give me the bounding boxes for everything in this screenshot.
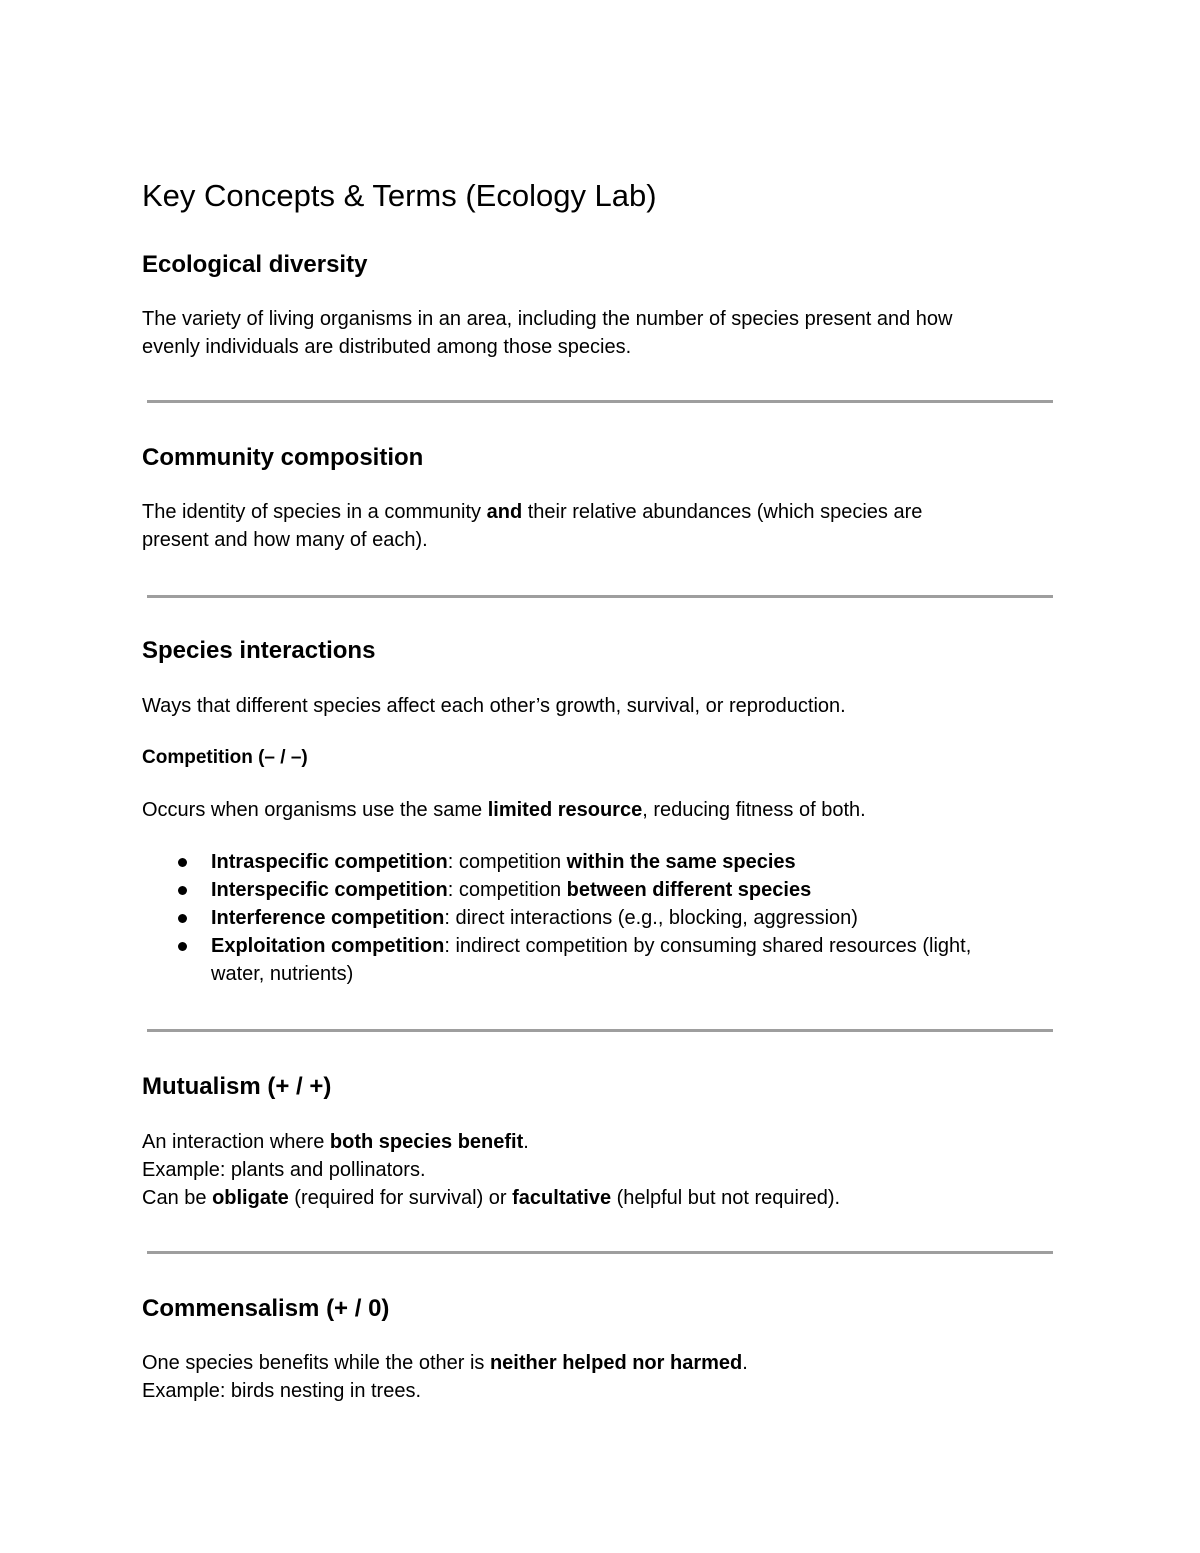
text-line: water, nutrients) <box>211 963 354 985</box>
heading-ecological-diversity: Ecological diversity <box>142 251 368 278</box>
section-divider <box>147 1029 1053 1032</box>
text-run: : competition <box>447 879 567 901</box>
heading-species-interactions: Species interactions <box>142 637 376 664</box>
text-run: : direct interactions (e.g., blocking, aggression) <box>444 907 858 929</box>
text-line <box>142 1349 1042 1377</box>
heading-community-composition: Community composition <box>142 444 424 471</box>
document-title: Key Concepts & Terms (Ecology Lab) <box>142 178 657 213</box>
section-divider <box>147 400 1053 403</box>
mutualism-definition <box>142 1128 1042 1212</box>
competition-types-list <box>142 848 1054 988</box>
heading-mutualism: Mutualism (+ / +) <box>142 1073 332 1100</box>
species-interactions-definition <box>142 692 1042 720</box>
term-text: Intraspecific competition <box>211 851 448 873</box>
text-line <box>142 1184 1042 1212</box>
term-text: Exploitation competition <box>211 935 445 957</box>
commensalism-definition <box>142 1349 1042 1405</box>
heading-competition: Competition (– / –) <box>142 747 308 768</box>
emphasis-text: and <box>486 501 523 523</box>
emphasis-text: between different species <box>566 879 812 901</box>
text-line: Example: birds nesting in trees. <box>142 1380 422 1402</box>
text-line <box>211 932 1054 960</box>
text-run: An interaction where <box>142 1131 330 1153</box>
text-line: The variety of living organisms in an area, including the number of species present and how <box>142 308 953 330</box>
list-item <box>142 904 1054 932</box>
text-run: . <box>523 1131 529 1153</box>
term-text: Interspecific competition <box>211 879 448 901</box>
emphasis-text: neither helped nor harmed <box>489 1352 743 1374</box>
text-line: Example: plants and pollinators. <box>142 1159 426 1181</box>
heading-commensalism: Commensalism (+ / 0) <box>142 1295 390 1322</box>
emphasis-text: within the same species <box>566 851 796 873</box>
list-item <box>142 848 1054 876</box>
text-line: Ways that different species affect each other’s growth, survival, or reproduction. <box>142 695 846 717</box>
text-line: evenly individuals are distributed among those species. <box>142 336 632 358</box>
text-run: Can be <box>142 1187 213 1209</box>
text-line: present and how many of each). <box>142 529 428 551</box>
section-divider <box>147 595 1053 598</box>
text-run: : indirect competition by consuming shared resources (light, <box>444 935 972 957</box>
text-run: One species benefits while the other is <box>142 1352 490 1374</box>
text-run: . <box>742 1352 748 1374</box>
text-run: The identity of species in a community <box>142 501 487 523</box>
text-line <box>142 1128 1042 1156</box>
ecological-diversity-definition <box>142 305 1042 361</box>
emphasis-text: limited resource <box>487 799 643 821</box>
emphasis-text: obligate <box>212 1187 289 1209</box>
text-run: (helpful but not required). <box>611 1187 841 1209</box>
text-line <box>142 796 1042 824</box>
bullet-icon <box>178 914 187 923</box>
text-run: (required for survival) or <box>288 1187 513 1209</box>
text-run: their relative abundances (which species are <box>522 501 923 523</box>
section-divider <box>147 1251 1053 1254</box>
emphasis-text: both species benefit <box>329 1131 524 1153</box>
bullet-icon <box>178 942 187 951</box>
text-run: , reducing fitness of both. <box>642 799 866 821</box>
competition-definition <box>142 796 1042 824</box>
text-run: : competition <box>447 851 567 873</box>
text-line <box>142 498 1042 526</box>
text-run: Occurs when organisms use the same <box>142 799 488 821</box>
community-composition-definition <box>142 498 1042 554</box>
bullet-icon <box>178 886 187 895</box>
emphasis-text: facultative <box>512 1187 612 1209</box>
list-item <box>142 876 1054 904</box>
term-text: Interference competition <box>211 907 445 929</box>
list-item <box>142 932 1054 988</box>
bullet-icon <box>178 858 187 867</box>
